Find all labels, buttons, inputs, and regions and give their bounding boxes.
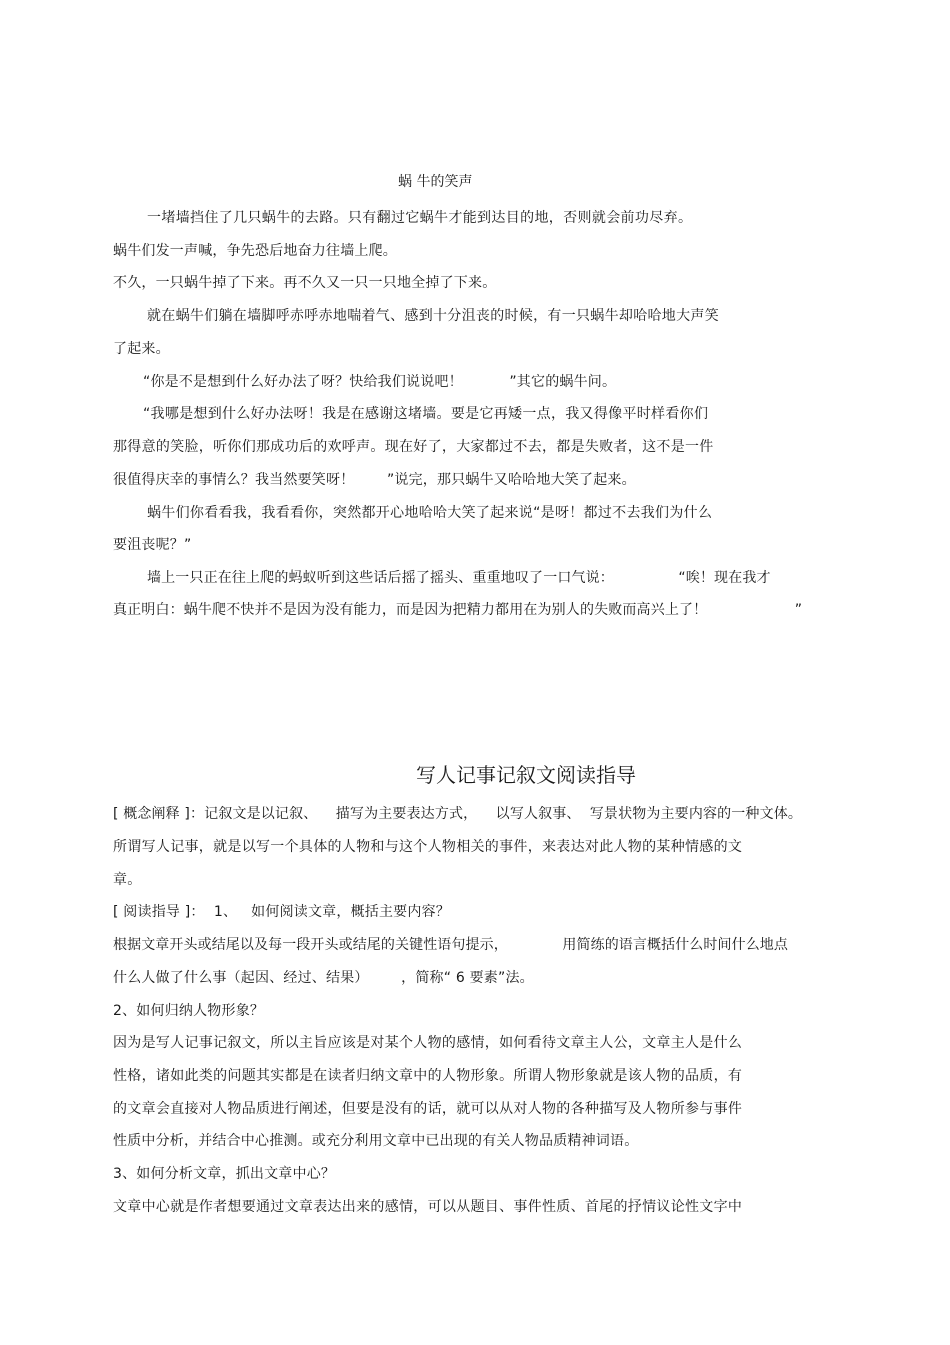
story-paragraph-line: “我哪是想到什么好办法呀！我是在感谢这堵墙。要是它再矮一点，我又得像平时样看你们 (143, 406, 709, 422)
guide-paragraph-line: 所谓写人记事，就是以写一个具体的人物和与这个人物相关的事件，来表达对此人物的某种情感的文 (113, 839, 743, 855)
guide-paragraph-line: 2、如何归纳人物形象？ (113, 1003, 265, 1019)
story-paragraph-line: 了起来。 (113, 341, 170, 357)
story-title: 蜗 牛的笑声 (398, 174, 473, 190)
story-paragraph-line: 那得意的笑脸，听你们那成功后的欢呼声。现在好了，大家都过不去，都是失败者，这不是一件 (113, 439, 714, 455)
guide-paragraph-line: 文章中心就是作者想要通过文章表达出来的感情，可以从题目、事件性质、首尾的抒情议论性文字中 (113, 1199, 743, 1215)
guide-paragraph-line: 性质中分析，并结合中心推测。或充分利用文章中已出现的有关人物品质精神词语。 (113, 1133, 639, 1149)
story-paragraph-line: 一堵墙挡住了几只蜗牛的去路。只有翻过它蜗牛才能到达目的地，否则就会前功尽弃。 (147, 210, 693, 226)
guide-paragraph-line: 因为是写人记事记叙文，所以主旨应该是对某个人物的感情，如何看待文章主人公，文章主人是什么 (113, 1035, 743, 1051)
guide-paragraph-line: 什么人做了什么事（起因、经过、结果） ，简称“ 6 要素”法。 (113, 970, 534, 986)
guide-paragraph-line: [ 阅读指导 ]： 1、 如何阅读文章，概括主要内容？ (113, 904, 450, 920)
story-paragraph-line: “你是不是想到什么好办法了呀？快给我们说说吧！ ”其它的蜗牛问。 (143, 374, 617, 390)
guide-paragraph-line: 3、如何分析文章，抓出文章中心？ (113, 1166, 336, 1182)
story-paragraph-line: 真正明白：蜗牛爬不快并不是因为没有能力，而是因为把精力都用在为别人的失败而高兴上了！ ” (113, 602, 803, 618)
story-paragraph-line: 墙上一只正在往上爬的蚂蚁听到这些话后摇了摇头、重重地叹了一口气说： “唉！现在我才 (147, 570, 771, 586)
guide-title: 写人记事记叙文阅读指导 (416, 763, 636, 787)
story-paragraph-line: 蜗牛们发一声喊，争先恐后地奋力往墙上爬。 (113, 243, 397, 259)
guide-paragraph-line: [ 概念阐释 ]：记叙文是以记叙、 描写为主要表达方式， 以写人叙事、 写景状物为主要内容的一种文体。 (113, 806, 803, 822)
guide-paragraph-line: 章。 (113, 872, 142, 888)
story-paragraph-line: 蜗牛们你看看我，我看看你，突然都开心地哈哈大笑了起来说“是呀！都过不去我们为什么 (147, 505, 713, 521)
guide-paragraph-line: 的文章会直接对人物品质进行阐述，但要是没有的话，就可以从对人物的各种描写及人物所参与事件 (113, 1101, 743, 1117)
story-paragraph-line: 要沮丧呢？” (113, 537, 192, 553)
story-paragraph-line: 很值得庆幸的事情么？我当然要笑呀！ ”说完，那只蜗牛又哈哈地大笑了起来。 (113, 472, 636, 488)
story-paragraph-line: 不久，一只蜗牛掉了下来。再不久又一只一只地全掉了下来。 (113, 275, 497, 291)
guide-paragraph-line: 性格，诸如此类的问题其实都是在读者归纳文章中的人物形象。所谓人物形象就是该人物的品质，有 (113, 1068, 743, 1084)
guide-paragraph-line: 根据文章开头或结尾以及每一段开头或结尾的关键性语句提示， 用简练的语言概括什么时间什么地点 (113, 937, 788, 953)
story-paragraph-line: 就在蜗牛们躺在墙脚呼赤呼赤地喘着气、感到十分沮丧的时候，有一只蜗牛却哈哈地大声笑 (147, 308, 719, 324)
